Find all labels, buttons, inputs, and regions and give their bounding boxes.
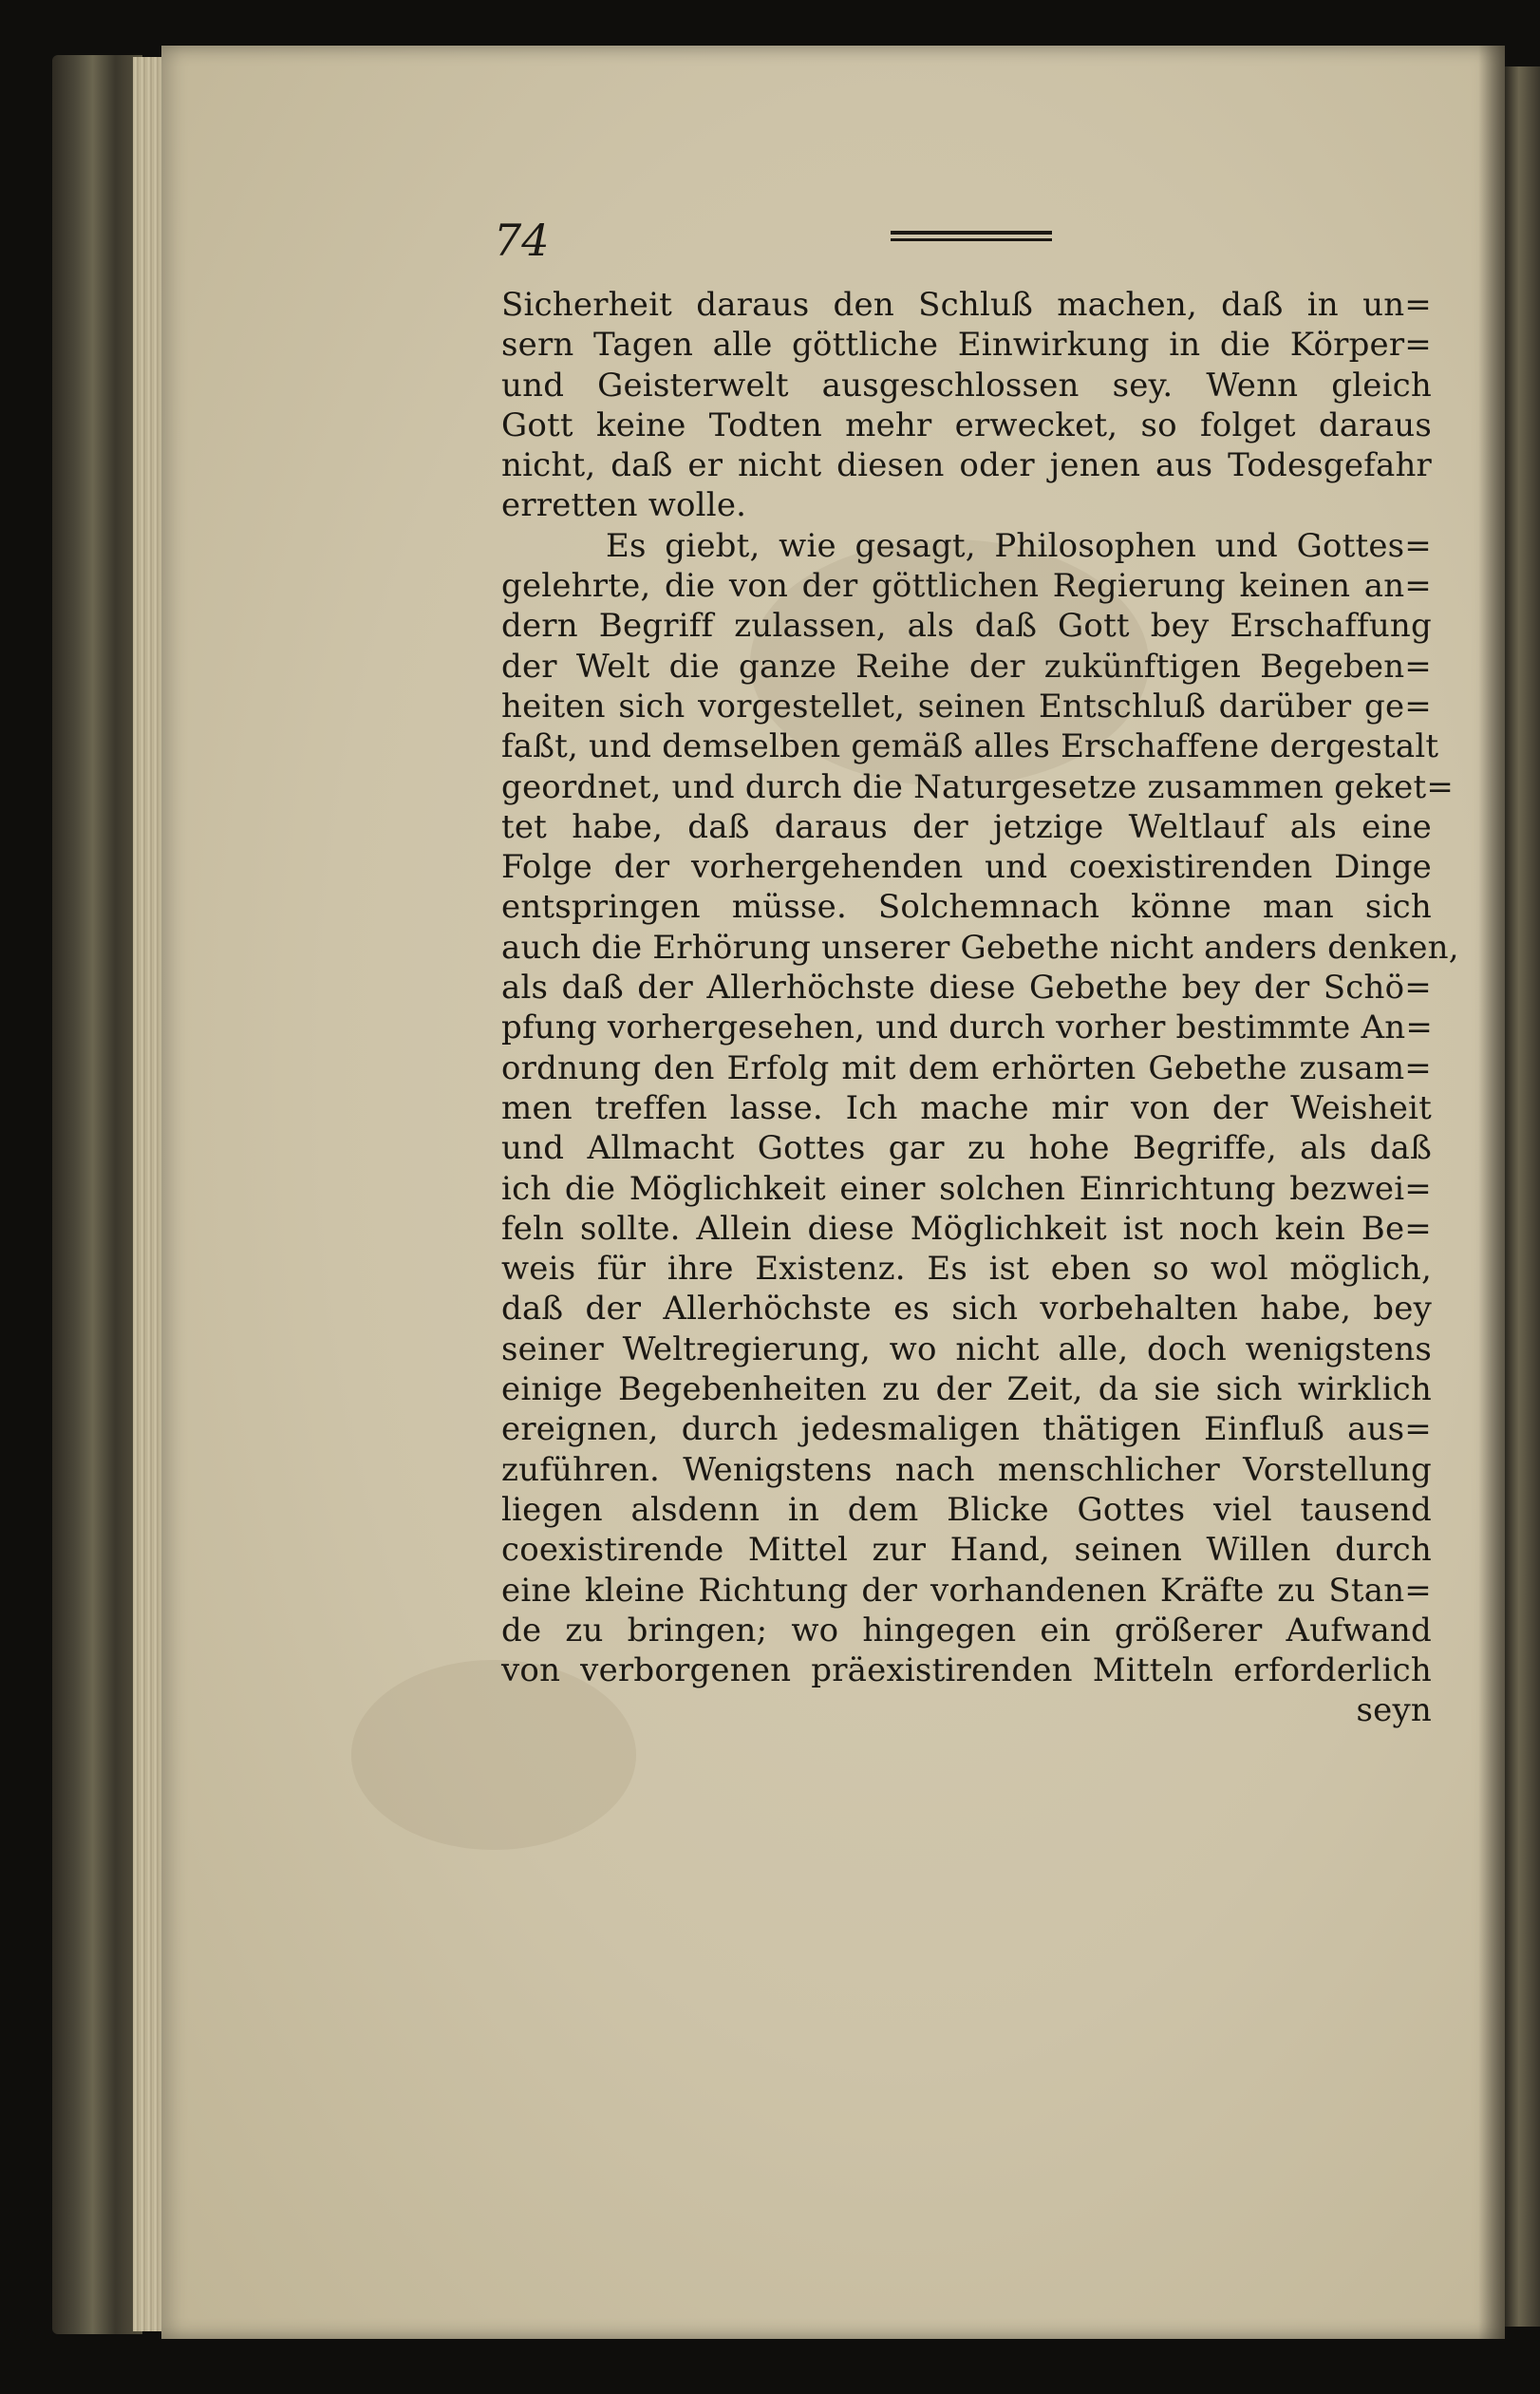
- text-line: einige Begebenheiten zu der Zeit, da sie sich wirklich: [501, 1370, 1432, 1409]
- text-line: ordnung den Erfolg mit dem erhörten Gebethe zusam=: [501, 1048, 1432, 1087]
- page-number: 74: [494, 215, 550, 266]
- text-line: ereignen, durch jedesmaligen thätigen Einfluß aus=: [501, 1410, 1432, 1449]
- header-rule: [891, 231, 1052, 235]
- text-line: dern Begriff zulassen, als daß Gott bey Erschaffung: [501, 607, 1432, 646]
- text-line: sern Tagen alle göttliche Einwirkung in die Körper=: [501, 326, 1432, 365]
- text-line: zuführen. Wenigstens nach menschlicher Vorstellung: [501, 1450, 1432, 1489]
- text-line: weis für ihre Existenz. Es ist eben so wol möglich,: [501, 1250, 1432, 1289]
- catchword: seyn: [1356, 1691, 1432, 1730]
- text-line: faßt, und demselben gemäß alles Erschaffene dergestalt: [501, 727, 1439, 766]
- text-line: entspringen müsse. Solchemnach könne man sich: [501, 888, 1432, 927]
- text-line: der Welt die ganze Reihe der zukünftigen Begeben=: [501, 647, 1432, 686]
- text-line: liegen alsdenn in dem Blicke Gottes viel tausend: [501, 1490, 1432, 1529]
- book-cover-edge: [52, 55, 142, 2334]
- body-text: [501, 285, 1459, 1731]
- text-line: pfung vorhergesehen, und durch vorher bestimmte An=: [501, 1008, 1434, 1047]
- text-line: ich die Möglichkeit einer solchen Einrichtung bezwei=: [501, 1169, 1432, 1208]
- text-line: Es giebt, wie gesagt, Philosophen und Gottes=: [606, 526, 1432, 565]
- text-line: nicht, daß er nicht diesen oder jenen aus Todesgefahr: [501, 446, 1432, 485]
- text-line: auch die Erhörung unserer Gebethe nicht anders denken,: [501, 928, 1459, 967]
- text-line: men treffen lasse. Ich mache mir von der Weisheit: [501, 1088, 1432, 1127]
- text-line: tet habe, daß daraus der jetzige Weltlauf als eine: [501, 807, 1432, 846]
- text-line: feln sollte. Allein diese Möglichkeit ist noch kein Be=: [501, 1209, 1432, 1248]
- text-line: de zu bringen; wo hingegen ein größerer Aufwand: [501, 1611, 1432, 1649]
- text-line: Folge der vorhergehenden und coexistirenden Dinge: [501, 848, 1432, 887]
- text-line: gelehrte, die von der göttlichen Regierung keinen an=: [501, 567, 1432, 606]
- text-line: heiten sich vorgestellet, seinen Entschluß darüber ge=: [501, 687, 1432, 726]
- header-rule: [891, 238, 1052, 241]
- text-line: eine kleine Richtung der vorhandenen Kräfte zu Stan=: [501, 1571, 1432, 1610]
- text-line: und Allmacht Gottes gar zu hohe Begriffe, als daß: [501, 1129, 1432, 1168]
- text-line: Gott keine Todten mehr erwecket, so folget daraus: [501, 405, 1432, 444]
- text-line: als daß der Allerhöchste diese Gebethe bey der Schö=: [501, 969, 1432, 1008]
- text-line: coexistirende Mittel zur Hand, seinen Willen durch: [501, 1531, 1432, 1570]
- text-line: und Geisterwelt ausgeschlossen sey. Wenn gleich: [501, 366, 1432, 405]
- text-line: erretten wolle.: [501, 486, 747, 525]
- text-line: von verborgenen präexistirenden Mitteln erforderlich: [501, 1651, 1432, 1690]
- text-line: daß der Allerhöchste es sich vorbehalten habe, bey: [501, 1290, 1432, 1329]
- text-line: seiner Weltregierung, wo nicht alle, doch wenigstens: [501, 1329, 1432, 1368]
- text-line: Sicherheit daraus den Schluß machen, daß in un=: [501, 286, 1432, 324]
- text-line: geordnet, und durch die Naturgesetze zusammen geket=: [501, 767, 1455, 806]
- facing-page-edge: [1505, 66, 1540, 2327]
- page-gutter-shadow: [1478, 46, 1505, 2339]
